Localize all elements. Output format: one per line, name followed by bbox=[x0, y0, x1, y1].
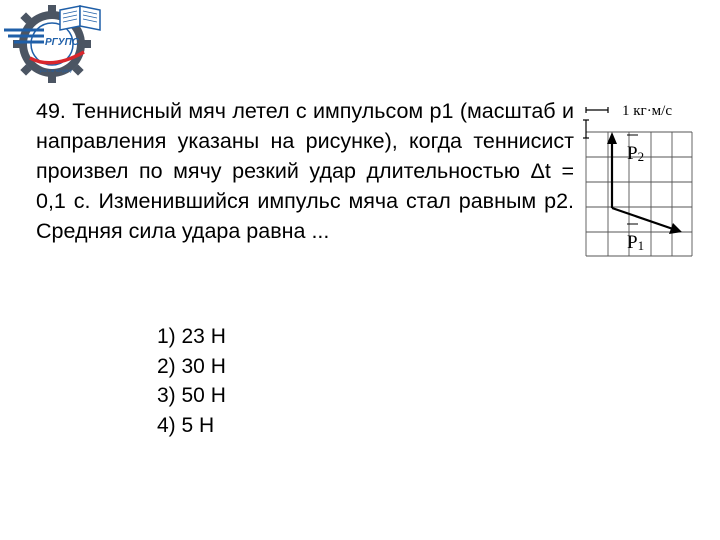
university-logo bbox=[0, 0, 110, 85]
answer-option[interactable]: 3) 50 Н bbox=[157, 384, 226, 407]
scale-label: 1 кг·м/с bbox=[622, 103, 673, 119]
p1-vector bbox=[612, 208, 682, 234]
scale-marker bbox=[583, 107, 608, 138]
problem-text: 49. Теннисный мяч летел с импульсом p1 (масштаб и направления указаны на рисунке), когда теннисист произвел по мячу резкий удар длительностью Δt = 0,1 с. Изменившийся импульс мяча стал равным p2. Средняя сила удара равна ... bbox=[36, 99, 574, 243]
p1-label: P1 bbox=[627, 232, 645, 253]
answer-option[interactable]: 4) 5 Н bbox=[157, 413, 215, 437]
logo-text: РГУПС bbox=[45, 37, 79, 48]
p2-vector bbox=[607, 132, 617, 208]
p2-label: P2 bbox=[627, 143, 645, 164]
book-icon bbox=[60, 6, 100, 30]
logo-ring-text: ростов-на-дону bbox=[39, 68, 73, 73]
momentum-figure bbox=[582, 96, 696, 258]
answer-option[interactable]: 1) 23 Н bbox=[157, 325, 226, 348]
answer-list bbox=[157, 322, 226, 440]
answer-option[interactable]: 2) 30 Н bbox=[157, 354, 226, 378]
